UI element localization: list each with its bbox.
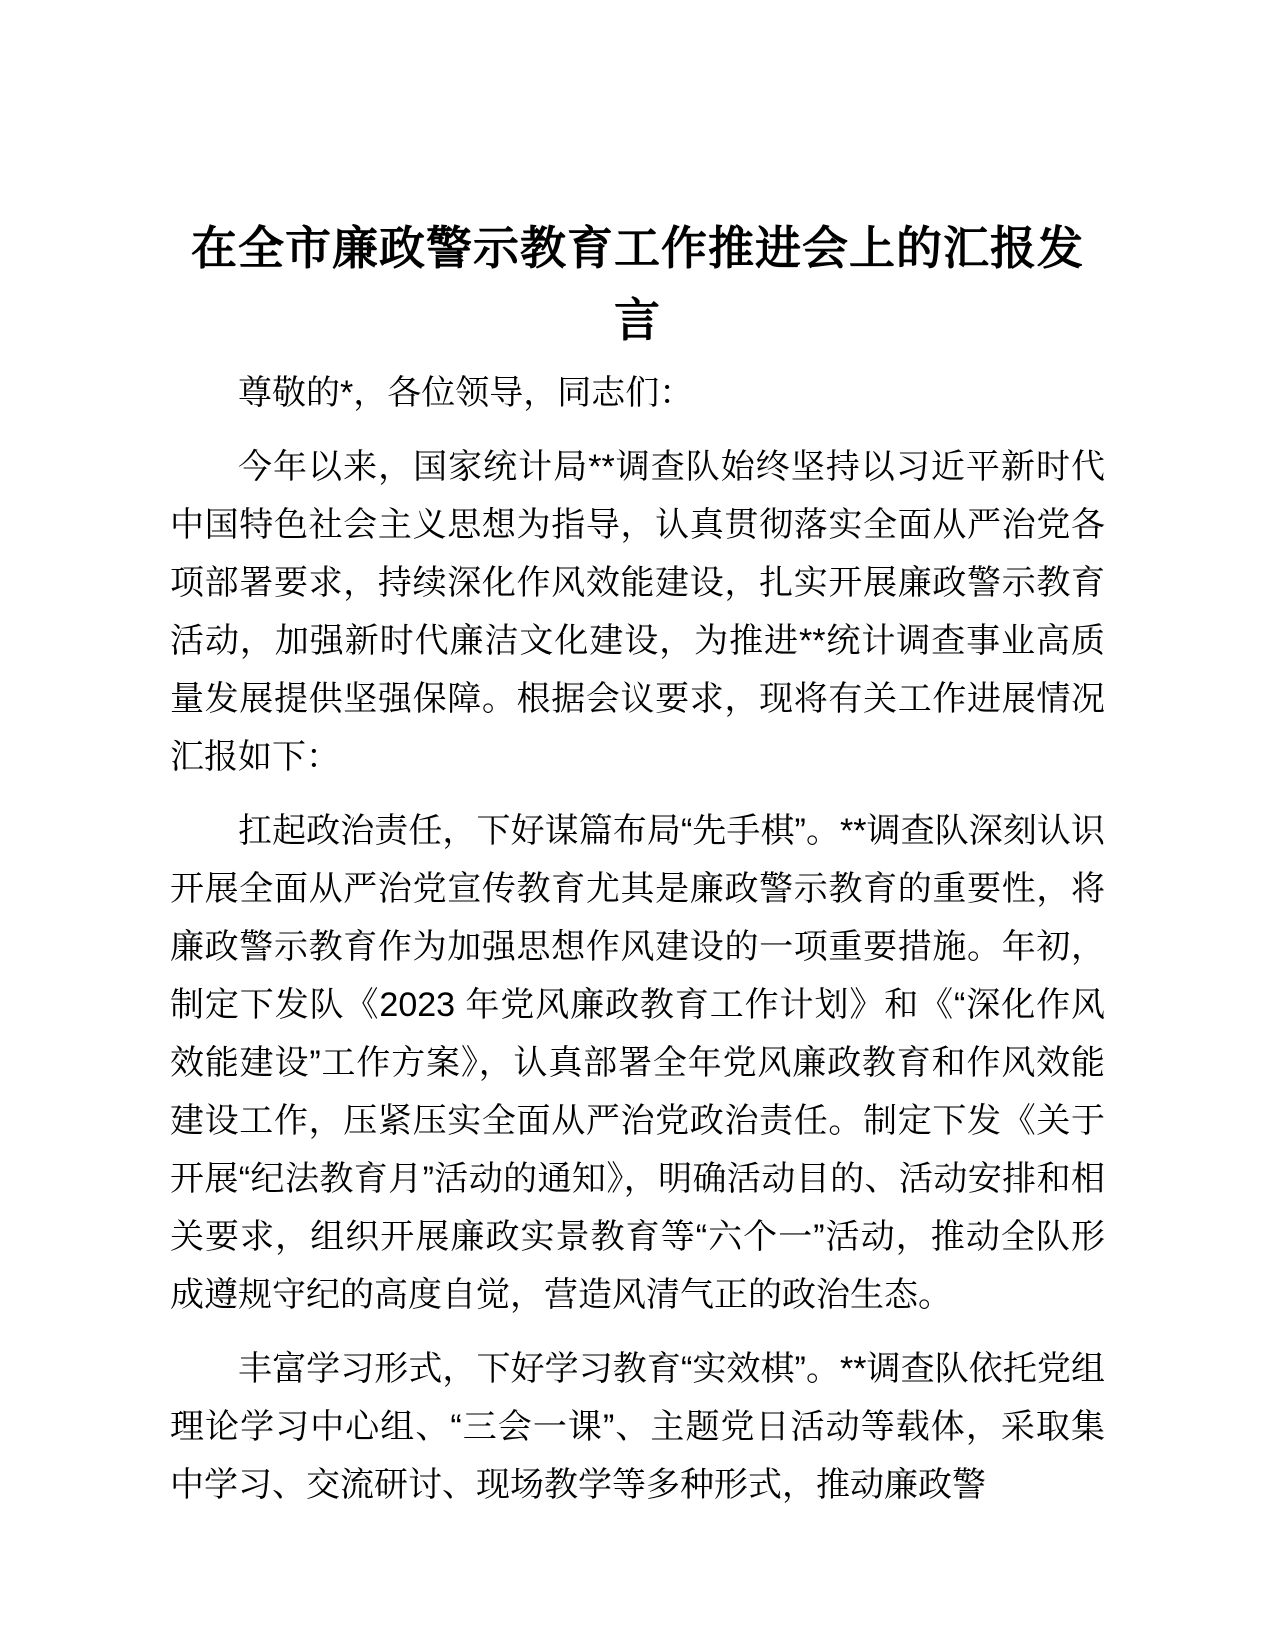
document-paragraph-greeting: 尊敬的*，各位领导，同志们： (238, 374, 694, 412)
document-paragraph-intro: 今年以来，国家统计局**调查队始终坚持以习近平新时代中国特色社会主义思想为指导，认真贯彻落实全面从严治党各项部署要求，持续深化作风效能建设，扎实开展廉政警示教育活动，加强新时代廉洁文化建设，为推进**统计调查事业高质量发展提供坚强保障。根据会议要求，现将有关工作进展情况汇报如下： (170, 448, 1105, 776)
document-paragraph-political-responsibility: 扛起政治责任，下好谋篇布局“先手棋”。**调查队深刻认识开展全面从严治党宣传教育尤其是廉政警示教育的重要性，将廉政警示教育作为加强思想作风建设的一项重要措施。年初，制定下发队《2023 年党风廉政教育工作计划》和《“深化作风效能建设”工作方案》，认真部署全年党风廉政教育和作风效能建设工作，压紧压实全面从严治党政治责任。制定下发《关于开展“纪法教育月”活动的通知》，明确活动目的、活动安排和相关要求，组织开展廉政实景教育等“六个一”活动，推动全队形成遵规守纪的高度自觉，营造风清气正的政治生态。 (170, 812, 1105, 1314)
document-paragraph-learning-forms: 丰富学习形式，下好学习教育“实效棋”。**调查队依托党组理论学习中心组、“三会一课”、主题党日活动等载体，采取集中学习、交流研讨、现场教学等多种形式，推动廉政警 (170, 1350, 1105, 1504)
document-title: 在全市廉政警示教育工作推进会上的汇报发言 (191, 222, 1084, 346)
